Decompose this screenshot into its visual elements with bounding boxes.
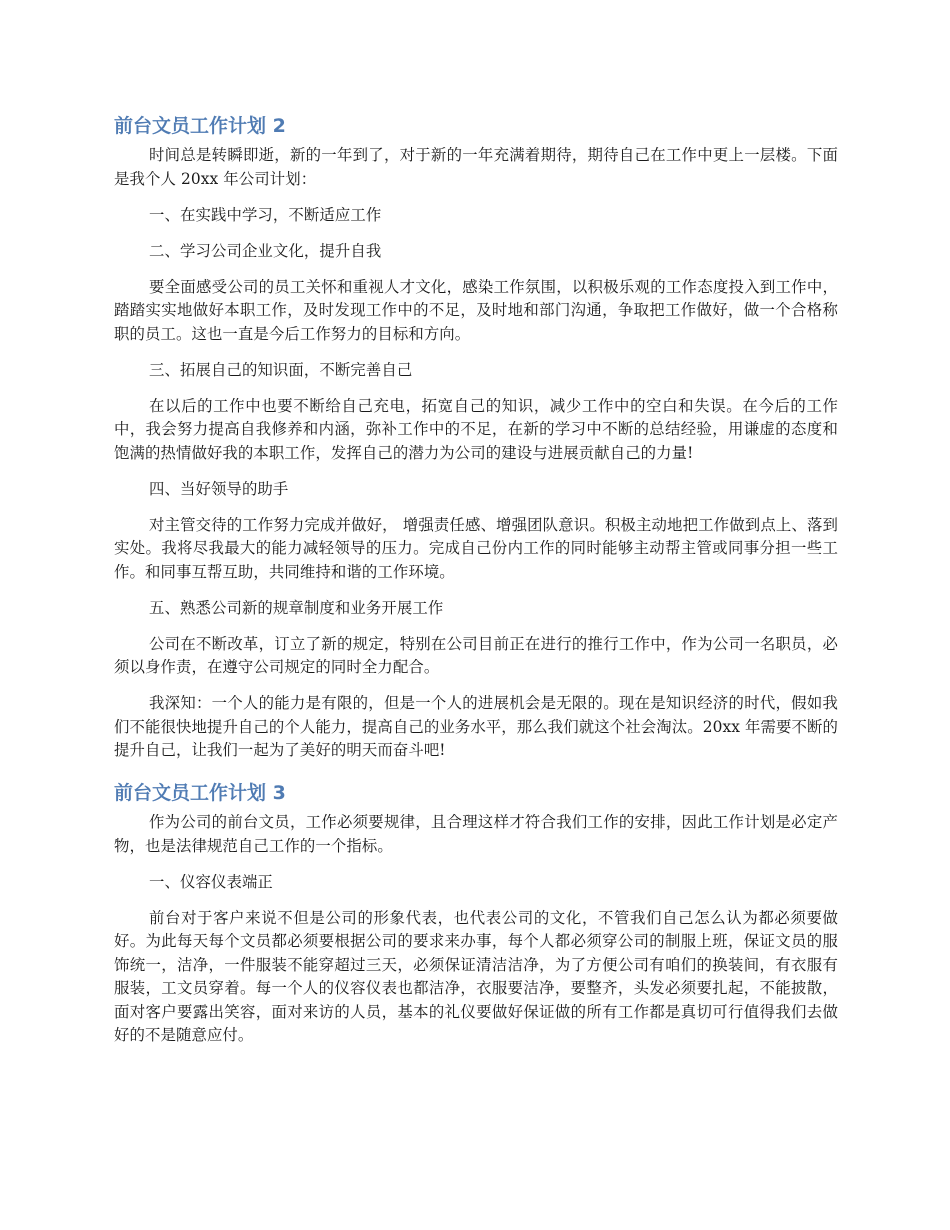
document-page — [114, 108, 838, 1060]
section-title-plan-2: 前台文员工作计划 2 — [114, 115, 286, 137]
heading-item-2: 二、学习公司企业文化，提升自我 — [149, 241, 382, 260]
body-paragraph: 要全面感受公司的员工关怀和重视人才文化，感染工作氛围，以积极乐观的工作态度投入到工作中，踏踏实实地做好本职工作，及时发现工作中的不足，及时地和部门沟通，争取把工作做好，做一个合格称职的员工。这也一直是今后工作努力的目标和方向。 — [114, 277, 838, 343]
body-paragraph: 前台对于客户来说不但是公司的形象代表，也代表公司的文化，不管我们自己怎么认为都必须要做好。为此每天每个文员都必须要根据公司的要求来办事，每个人都必须穿公司的制服上班，保证文员的服饰统一，洁净，一件服装不能穿超过三天，必须保证清洁洁净，为了方便公司有咱们的换装间，有衣服有服装，工文员穿着。每一个人的仪容仪表也都洁净，衣服要洁净，要整齐，头发必须要扎起，不能披散，面对客户要露出笑容，面对来访的人员，基本的礼仪要做好保证做的所有工作都是真切可行值得我们去做好的不是随意应付。 — [114, 908, 838, 1044]
body-paragraph: 在以后的工作中也要不断给自己充电，拓宽自己的知识，减少工作中的空白和失误。在今后的工作中，我会努力提高自我修养和内涵，弥补工作中的不足，在新的学习中不断的总结经验，用谦虚的态度和饱满的热情做好我的本职工作，发挥自己的潜力为公司的建设与进展贡献自己的力量! — [114, 396, 838, 462]
body-paragraph: 公司在不断改革，订立了新的规定，特别在公司目前正在进行的推行工作中，作为公司一名职员，必须以身作责，在遵守公司规定的同时全力配合。 — [114, 634, 838, 676]
closing-paragraph: 我深知：一个人的能力是有限的，但是一个人的进展机会是无限的。现在是知识经济的时代，假如我们不能很快地提升自己的个人能力，提高自己的业务水平，那么我们就这个社会淘汰。20xx 年需要不断的提升自己，让我们一起为了美好的明天而奋斗吧! — [114, 694, 838, 759]
heading-item-4: 四、当好领导的助手 — [149, 479, 289, 498]
heading-item-5: 五、熟悉公司新的规章制度和业务开展工作 — [149, 598, 444, 617]
heading-item-1: 一、在实践中学习，不断适应工作 — [149, 205, 382, 224]
heading-item-3: 三、拓展自己的知识面，不断完善自己 — [149, 360, 413, 379]
intro-paragraph: 作为公司的前台文员，工作必须要规律，且合理这样才符合我们工作的安排，因此工作计划是必定产物，也是法律规范自己工作的一个指标。 — [114, 813, 838, 855]
body-paragraph: 对主管交待的工作努力完成并做好， 增强责任感、增强团队意识。积极主动地把工作做到点上、落到实处。我将尽我最大的能力减轻领导的压力。完成自己份内工作的同时能够主动帮主管或同事分担一些工作。和同事互帮互助，共同维持和谐的工作环境。 — [114, 515, 838, 581]
intro-paragraph: 时间总是转瞬即逝，新的一年到了，对于新的一年充满着期待，期待自己在工作中更上一层楼。下面是我个人 20xx 年公司计划： — [114, 146, 838, 188]
heading-item-1: 一、仪容仪表端正 — [149, 872, 273, 891]
section-title-plan-3: 前台文员工作计划 3 — [114, 782, 286, 804]
